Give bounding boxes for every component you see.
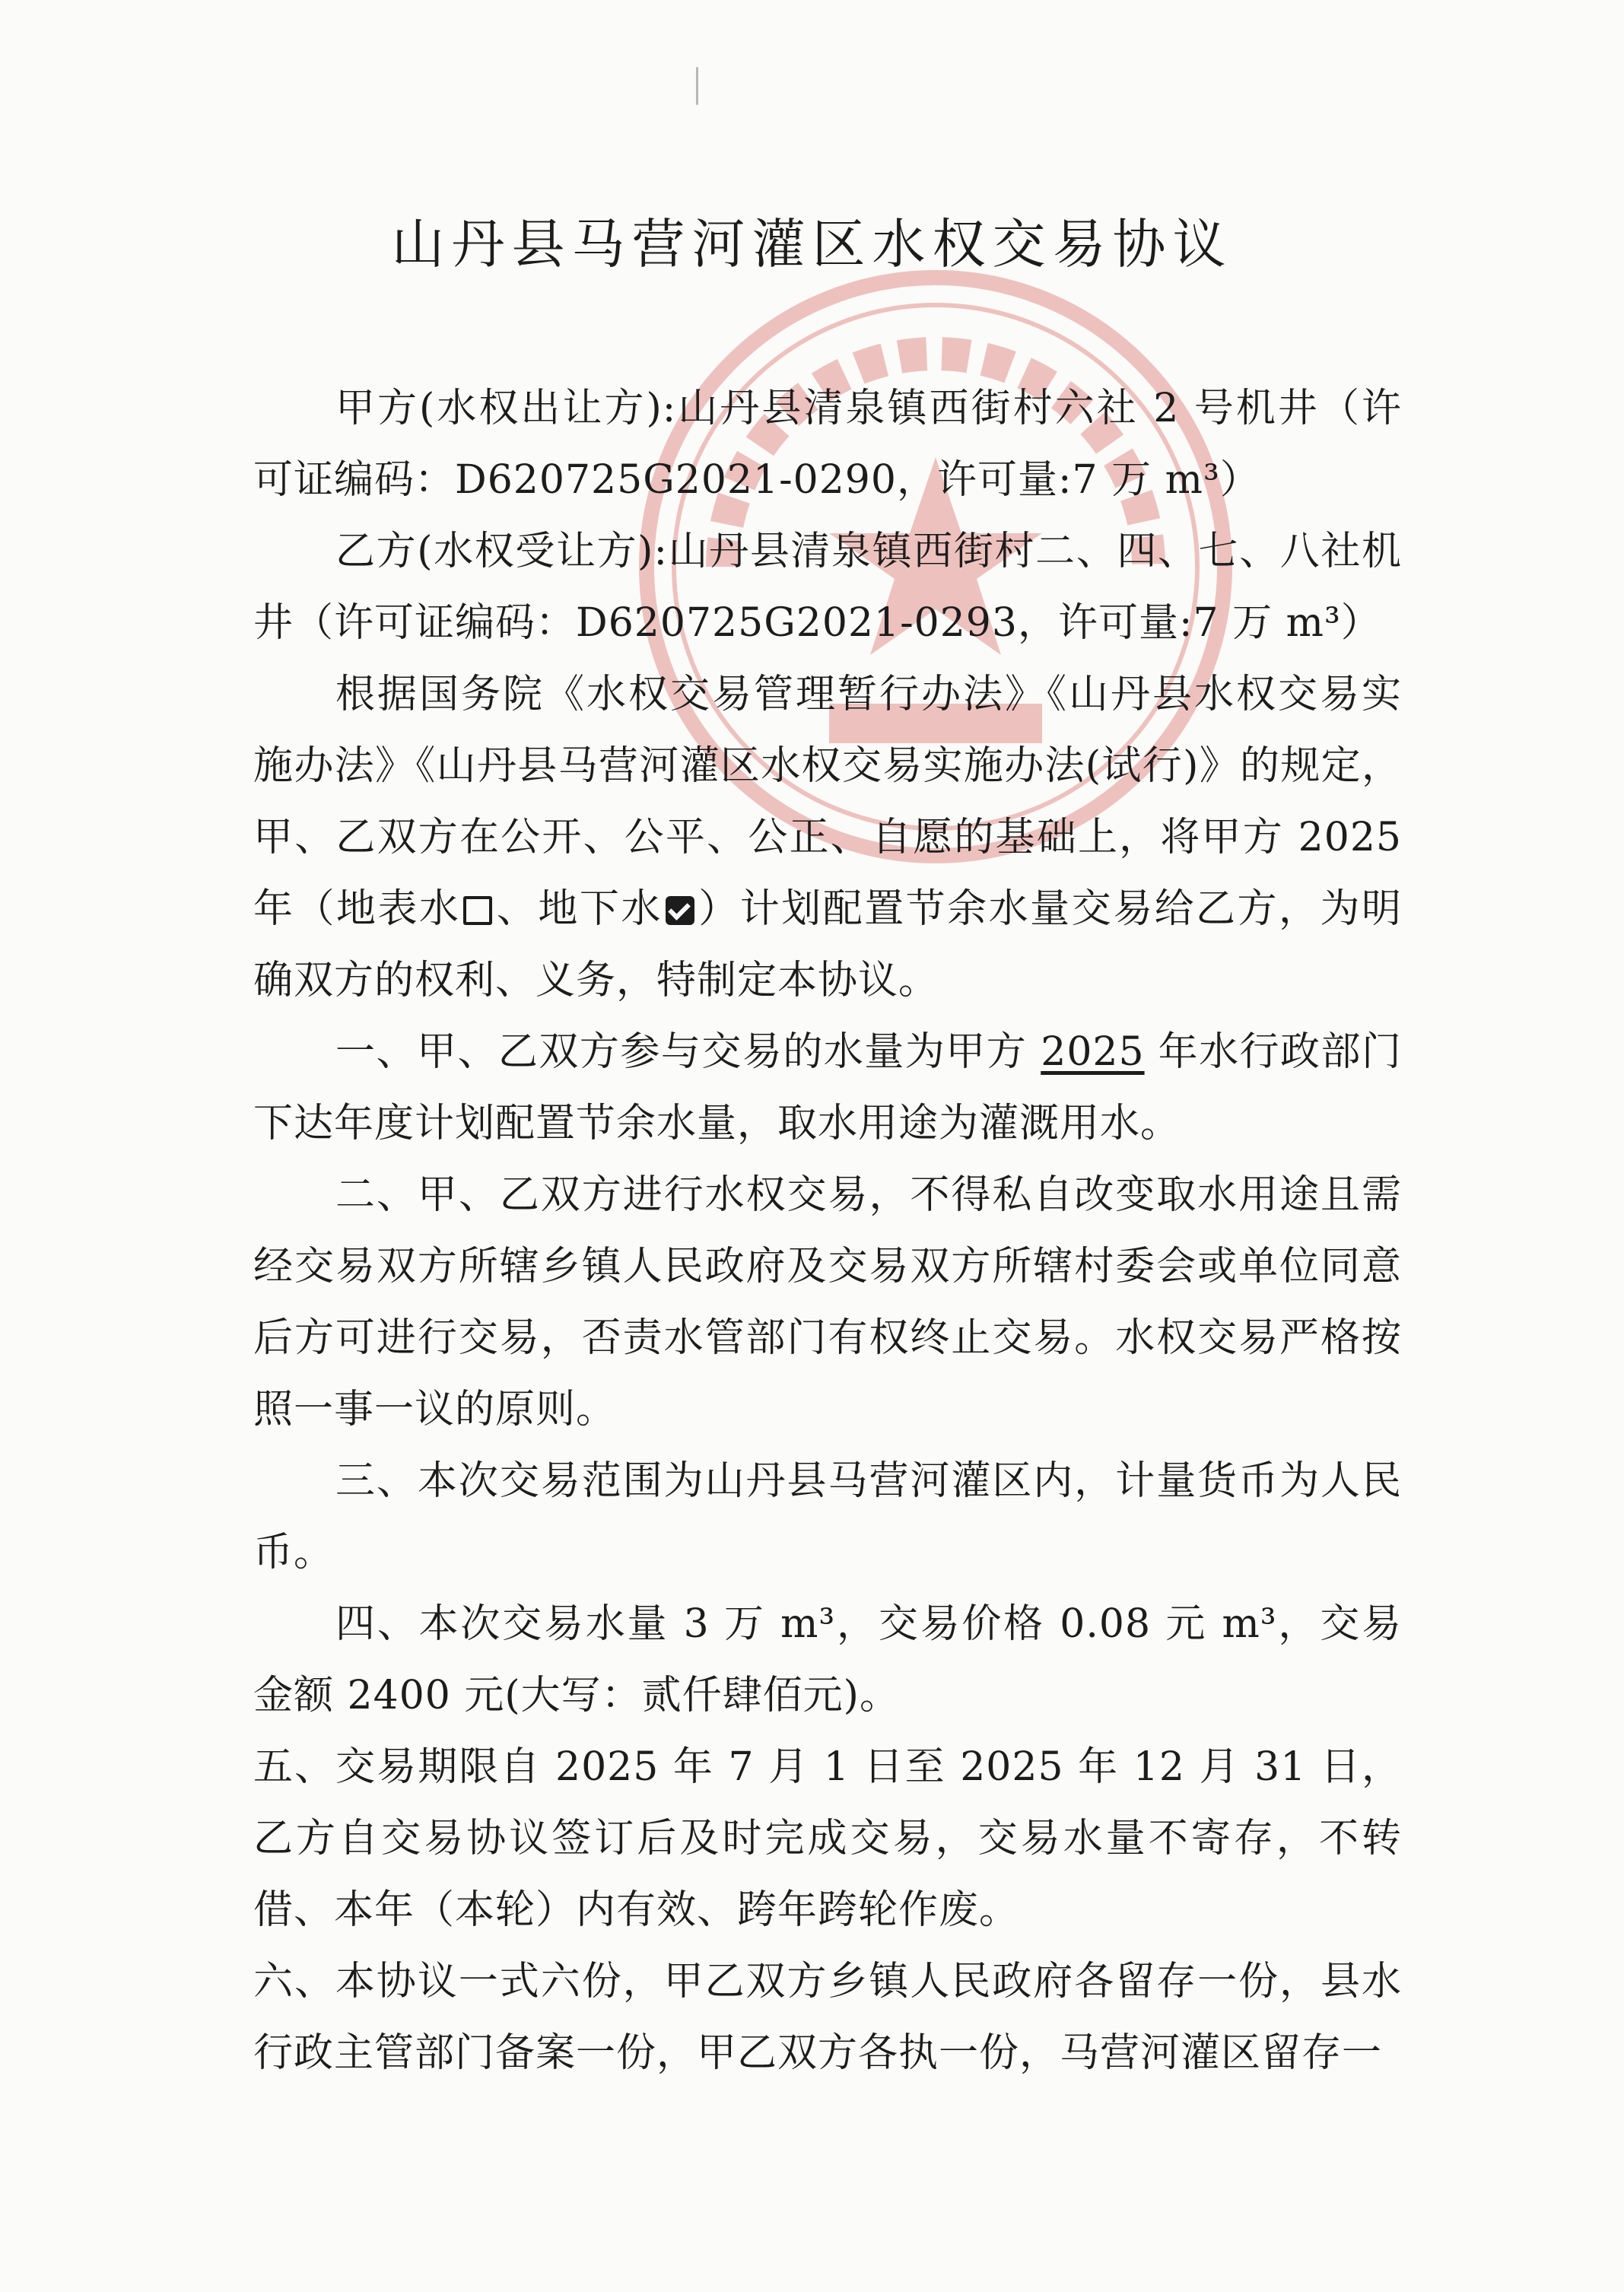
preamble-text-end: ）计划配置节余水量交易给乙方，为明确双方的权利、义务，特制定本协议。 <box>253 886 1402 1003</box>
preamble <box>253 659 1402 1016</box>
clause-4: 四、本次交易水量 3 万 m³，交易价格 0.08 元 m³，交易金额 2400 元(大写：贰仟肆佰元)。 <box>253 1601 1402 1718</box>
surface-water-checkbox-icon <box>463 896 492 925</box>
clause-1 <box>253 1016 1402 1159</box>
clause-3: 三、本次交易范围为山丹县马营河灌区内，计量货币为人民币。 <box>253 1458 1402 1575</box>
preamble-text-middle: 、地下水 <box>495 886 663 932</box>
clause-1-text-start: 一、甲、乙双方参与交易的水量为甲方 <box>335 1029 1041 1075</box>
clause-5: 五、交易期限自 2025 年 7 月 1 日至 2025 年 12 月 31 日，乙方自交易协议签订后及时完成交易，交易水量不寄存，不转借、本年（本轮）内有效、跨年跨轮作废。 <box>253 1744 1402 1933</box>
clause-1-text-end: 年水行政部门下达年度计划配置节余水量，取水用途为灌溉用水。 <box>253 1029 1403 1146</box>
clause-1-year: 2025 <box>1041 1029 1145 1075</box>
party-b: 乙方(水权受让方):山丹县清泉镇西街村二、四、七、八社机井（许可证编码：D620725G2021-0293，许可量:7 万 m³） <box>253 529 1402 646</box>
document-body <box>253 373 1402 2089</box>
document-title: 山丹县马营河灌区水权交易协议 <box>391 213 1233 275</box>
fold-mark <box>696 67 698 105</box>
groundwater-checkbox-checked-icon <box>666 896 694 925</box>
preamble-text-start: 根据国务院《水权交易管理暂行办法》《山丹县水权交易实施办法》《山丹县马营河灌区水权交易实施办法(试行)》的规定，甲、乙双方在公开、公平、公正、自愿的基础上，将甲方 2025 年（地表水 <box>253 672 1402 932</box>
party-a: 甲方(水权出让方):山丹县清泉镇西街村六社 2 号机井（许可证编码：D620725G2021-0290，许可量:7 万 m³） <box>253 386 1402 503</box>
clause-6: 六、本协议一式六份，甲乙双方乡镇人民政府各留存一份，县水行政主管部门备案一份，甲乙双方各执一份，马营河灌区留存一 <box>253 1959 1402 2076</box>
clause-2: 二、甲、乙双方进行水权交易，不得私自改变取水用途且需经交易双方所辖乡镇人民政府及交易双方所辖村委会或单位同意后方可进行交易，否责水管部门有权终止交易。水权交易严格按照一事一议的原则。 <box>253 1172 1402 1432</box>
